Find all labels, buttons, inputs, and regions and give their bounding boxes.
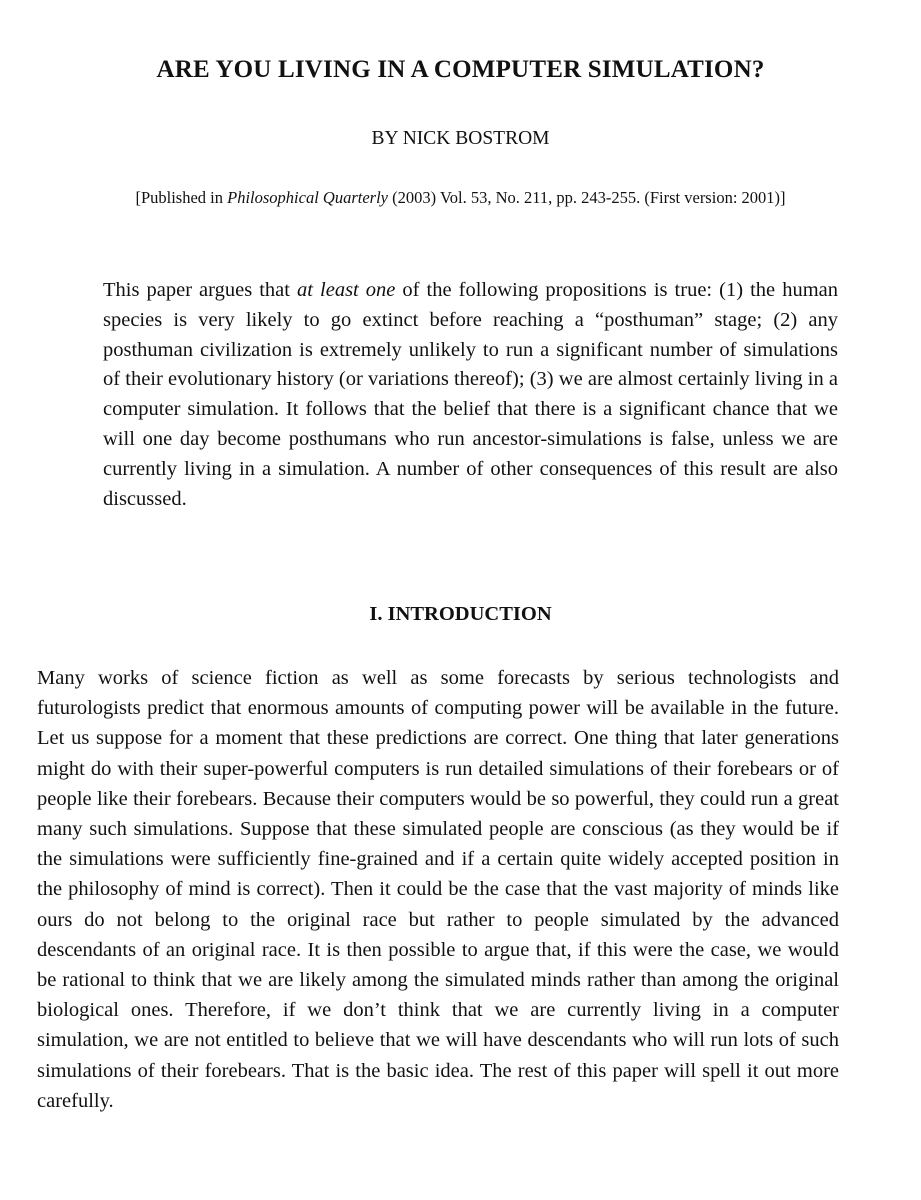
publication-info xyxy=(0,188,921,208)
abstract-part-1: This paper argues that xyxy=(103,279,298,301)
section-heading: I. INTRODUCTION xyxy=(369,603,552,625)
abstract xyxy=(103,276,838,514)
abstract-part-2: of the following propositions is true: (1) the human species is very likely to go extinct before reaching a “posthuman” stage; (2) any posthuman civilization is extremely unlikely to run a significant number of simulations of their evolutionary history (or variations thereof); (3) we are almost certainly living in a computer simulation. It follows that the belief that there is a significant chance that we will one day become posthumans who run ancestor-simulations is false, unless we are currently living in a simulation. A number of other consequences of this result are also discussed. xyxy=(103,279,838,510)
author-byline: BY NICK BOSTROM xyxy=(371,128,550,149)
abstract-emphasis: at least one xyxy=(297,279,396,301)
publication-suffix: (2003) Vol. 53, No. 211, pp. 243-255. (First version: 2001)] xyxy=(388,188,786,207)
publication-prefix: [Published in xyxy=(135,188,228,207)
introduction-paragraph: Many works of science fiction as well as some forecasts by serious technologists and futurologists predict that enormous amounts of computing power will be available in the future. Let us suppose for a moment that these predictions are correct. One thing that later generations might do with their super-powerful computers is run detailed simulations of their forebears or of people like their forebears. Because their computers would be so powerful, they could run a great many such simulations. Suppose that these simulated people are conscious (as they would be if the simulations were sufficiently fine-grained and if a certain quite widely accepted position in the philosophy of mind is correct). Then it could be the case that the vast majority of minds like ours do not belong to the original race but rather to people simulated by the advanced descendants of an original race. It is then possible to argue that, if this were the case, we would be rational to think that we are likely among the simulated minds rather than among the original biological ones. Therefore, if we don’t think that we are currently living in a computer simulation, we are not entitled to believe that we will have descendants who will run lots of such simulations of their forebears. That is the basic idea. The rest of this paper will spell it out more carefully. xyxy=(37,667,839,1112)
journal-name: Philosophical Quarterly xyxy=(227,188,388,207)
paper-title: ARE YOU LIVING IN A COMPUTER SIMULATION? xyxy=(156,56,765,83)
